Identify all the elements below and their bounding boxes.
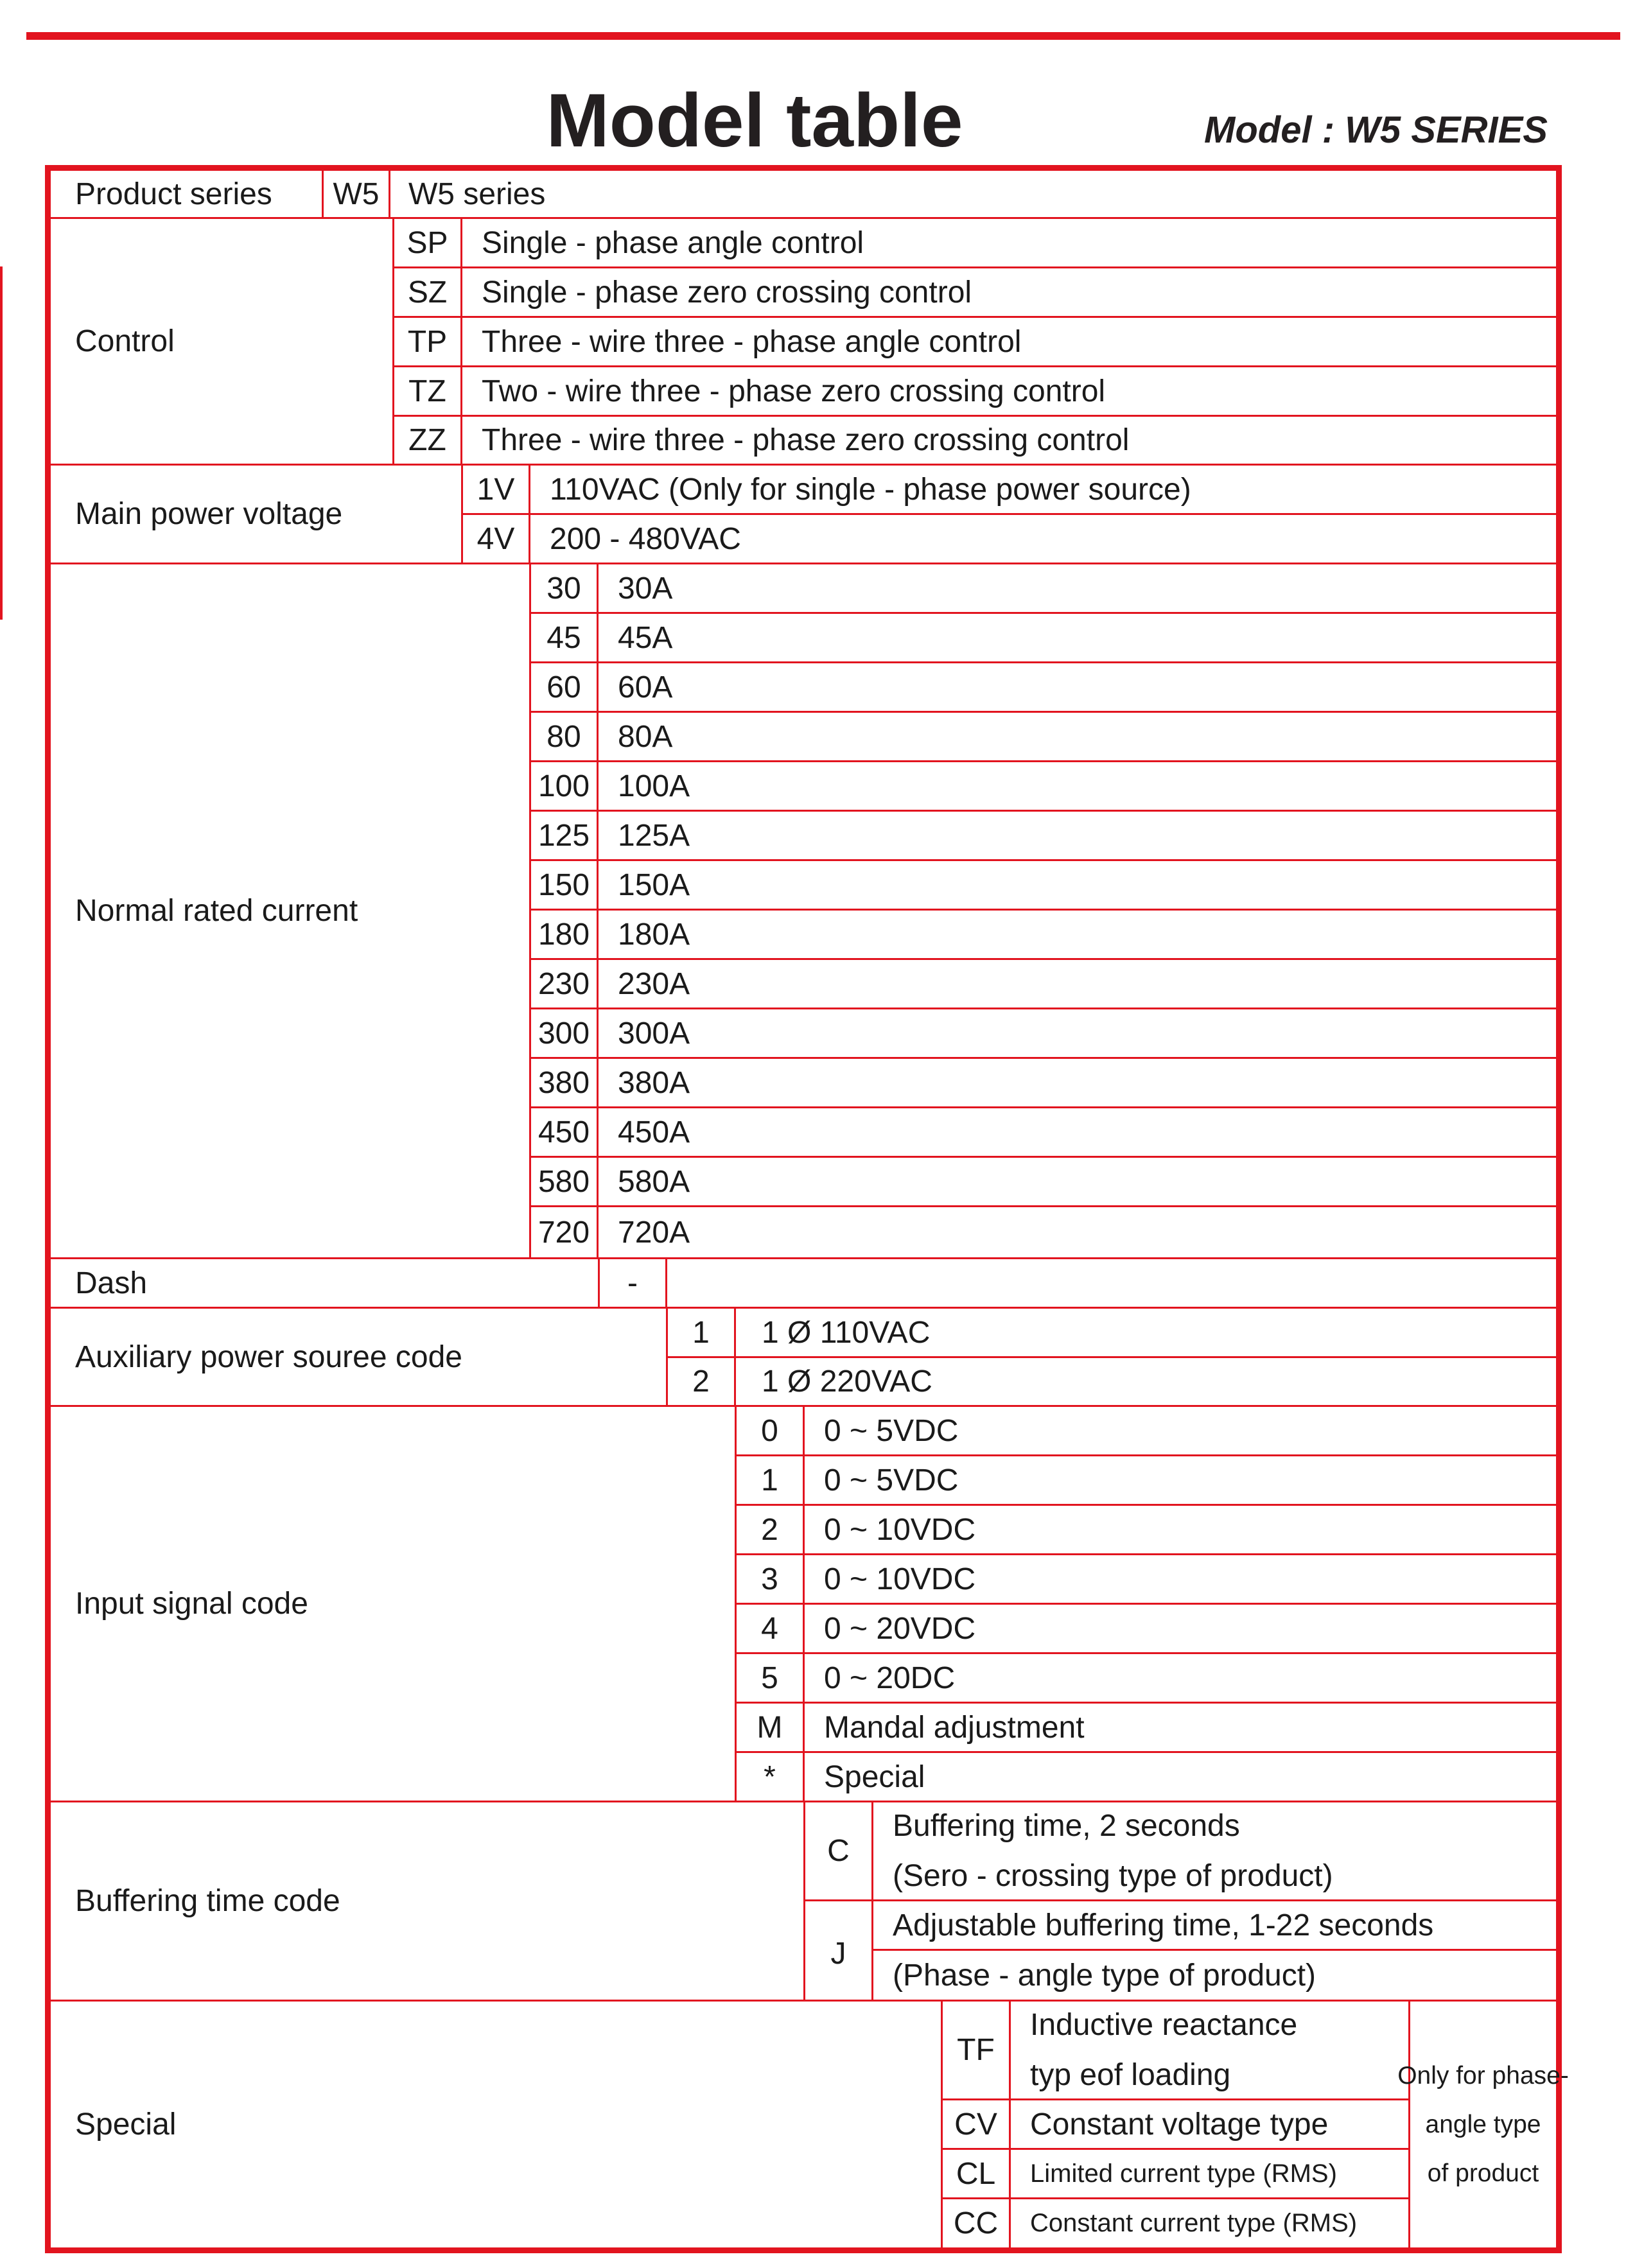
model-table bbox=[45, 165, 1569, 2253]
special-code: CL bbox=[941, 2148, 1011, 2199]
current-code: 300 bbox=[529, 1008, 599, 1059]
special-line: Inductive reactance bbox=[1030, 2007, 1298, 2042]
input-signal-code: 0 bbox=[735, 1405, 805, 1456]
voltage-description: 200 - 480VAC bbox=[529, 513, 1558, 564]
auxiliary-power-description: 1 Ø 220VAC bbox=[734, 1356, 1558, 1407]
auxiliary-power-code: 2 bbox=[666, 1356, 736, 1407]
current-code: 125 bbox=[529, 810, 599, 861]
current-description: 45A bbox=[597, 612, 1558, 663]
current-description: 125A bbox=[597, 810, 1558, 861]
control-description: Three - wire three - phase zero crossing control bbox=[460, 415, 1558, 466]
buffering-time-code: J bbox=[803, 1899, 873, 2002]
model-subtitle: Model : W5 SERIES bbox=[1204, 109, 1548, 151]
rated-current-label: Normal rated current bbox=[49, 563, 531, 1259]
current-code: 100 bbox=[529, 760, 599, 812]
product-series-code: W5 bbox=[322, 169, 390, 219]
control-description: Single - phase zero crossing control bbox=[460, 266, 1558, 318]
control-label: Control bbox=[49, 217, 394, 466]
main-power-voltage-label: Main power voltage bbox=[49, 464, 463, 564]
control-code: TZ bbox=[392, 365, 462, 417]
input-signal-code: 5 bbox=[735, 1652, 805, 1704]
input-signal-description: 0 ~ 10VDC bbox=[803, 1504, 1558, 1555]
control-description: Two - wire three - phase zero crossing control bbox=[460, 365, 1558, 417]
dash-empty-cell bbox=[665, 1257, 1558, 1309]
special-label: Special bbox=[49, 2000, 943, 2249]
current-description: 580A bbox=[597, 1156, 1558, 1207]
input-signal-description: 0 ~ 20DC bbox=[803, 1652, 1558, 1704]
current-description: 380A bbox=[597, 1057, 1558, 1108]
current-description: 450A bbox=[597, 1106, 1558, 1158]
special-description bbox=[1009, 2000, 1410, 2100]
voltage-description: 110VAC (Only for single - phase power source) bbox=[529, 464, 1558, 515]
input-signal-label: Input signal code bbox=[49, 1405, 737, 1802]
buffering-time-description bbox=[871, 1801, 1558, 1901]
voltage-code: 1V bbox=[461, 464, 530, 515]
auxiliary-power-label: Auxiliary power souree code bbox=[49, 1307, 668, 1407]
input-signal-code: 1 bbox=[735, 1454, 805, 1506]
control-code: ZZ bbox=[392, 415, 462, 466]
special-note-line: Only for phase- bbox=[1397, 2061, 1569, 2089]
special-code: CV bbox=[941, 2098, 1011, 2150]
current-description: 80A bbox=[597, 711, 1558, 762]
current-code: 180 bbox=[529, 909, 599, 960]
input-signal-description: 0 ~ 20VDC bbox=[803, 1603, 1558, 1654]
input-signal-code: M bbox=[735, 1702, 805, 1753]
special-description: Limited current type (RMS) bbox=[1009, 2148, 1410, 2199]
input-signal-description: Special bbox=[803, 1751, 1558, 1802]
current-description: 230A bbox=[597, 958, 1558, 1009]
left-edge-mark bbox=[0, 266, 3, 620]
special-code: TF bbox=[941, 2000, 1011, 2100]
dash-label: Dash bbox=[49, 1257, 600, 1309]
current-description: 100A bbox=[597, 760, 1558, 812]
current-code: 580 bbox=[529, 1156, 599, 1207]
current-code: 230 bbox=[529, 958, 599, 1009]
special-description: Constant current type (RMS) bbox=[1009, 2197, 1410, 2249]
special-note bbox=[1397, 2000, 1569, 2249]
special-code: CC bbox=[941, 2197, 1011, 2249]
special-note-line: angle type bbox=[1425, 2110, 1541, 2138]
input-signal-description: Mandal adjustment bbox=[803, 1702, 1558, 1753]
control-description: Three - wire three - phase angle control bbox=[460, 316, 1558, 367]
current-code: 380 bbox=[529, 1057, 599, 1108]
input-signal-code: * bbox=[735, 1751, 805, 1802]
control-code: SZ bbox=[392, 266, 462, 318]
control-code: TP bbox=[392, 316, 462, 367]
current-description: 30A bbox=[597, 563, 1558, 614]
control-code: SP bbox=[392, 217, 462, 268]
current-code: 80 bbox=[529, 711, 599, 762]
current-code: 45 bbox=[529, 612, 599, 663]
buffering-time-label: Buffering time code bbox=[49, 1801, 805, 2002]
product-series-label: Product series bbox=[49, 169, 324, 219]
current-description: 180A bbox=[597, 909, 1558, 960]
current-code: 450 bbox=[529, 1106, 599, 1158]
page-title: Model table bbox=[546, 78, 963, 163]
voltage-code: 4V bbox=[461, 513, 530, 564]
buffering-time-line: Buffering time, 2 seconds bbox=[893, 1808, 1240, 1843]
current-code: 60 bbox=[529, 661, 599, 713]
current-code: 720 bbox=[529, 1205, 599, 1259]
current-description: 720A bbox=[597, 1205, 1558, 1259]
current-description: 150A bbox=[597, 859, 1558, 911]
input-signal-description: 0 ~ 10VDC bbox=[803, 1553, 1558, 1605]
dash-code: - bbox=[598, 1257, 667, 1309]
buffering-time-code: C bbox=[803, 1801, 873, 1901]
product-series-description: W5 series bbox=[389, 169, 1558, 219]
input-signal-description: 0 ~ 5VDC bbox=[803, 1454, 1558, 1506]
input-signal-code: 4 bbox=[735, 1603, 805, 1654]
current-description: 60A bbox=[597, 661, 1558, 713]
special-description: Constant voltage type bbox=[1009, 2098, 1410, 2150]
buffering-time-description: (Phase - angle type of product) bbox=[871, 1949, 1558, 2002]
buffering-time-line: (Sero - crossing type of product) bbox=[893, 1858, 1333, 1893]
current-code: 30 bbox=[529, 563, 599, 614]
current-code: 150 bbox=[529, 859, 599, 911]
input-signal-description: 0 ~ 5VDC bbox=[803, 1405, 1558, 1456]
current-description: 300A bbox=[597, 1008, 1558, 1059]
special-line: typ eof loading bbox=[1030, 2057, 1231, 2092]
control-description: Single - phase angle control bbox=[460, 217, 1558, 268]
top-accent-bar bbox=[26, 32, 1620, 40]
auxiliary-power-code: 1 bbox=[666, 1307, 736, 1358]
auxiliary-power-description: 1 Ø 110VAC bbox=[734, 1307, 1558, 1358]
input-signal-code: 2 bbox=[735, 1504, 805, 1555]
buffering-time-description: Adjustable buffering time, 1-22 seconds bbox=[871, 1899, 1558, 1951]
input-signal-code: 3 bbox=[735, 1553, 805, 1605]
special-note-line: of product bbox=[1427, 2159, 1539, 2187]
